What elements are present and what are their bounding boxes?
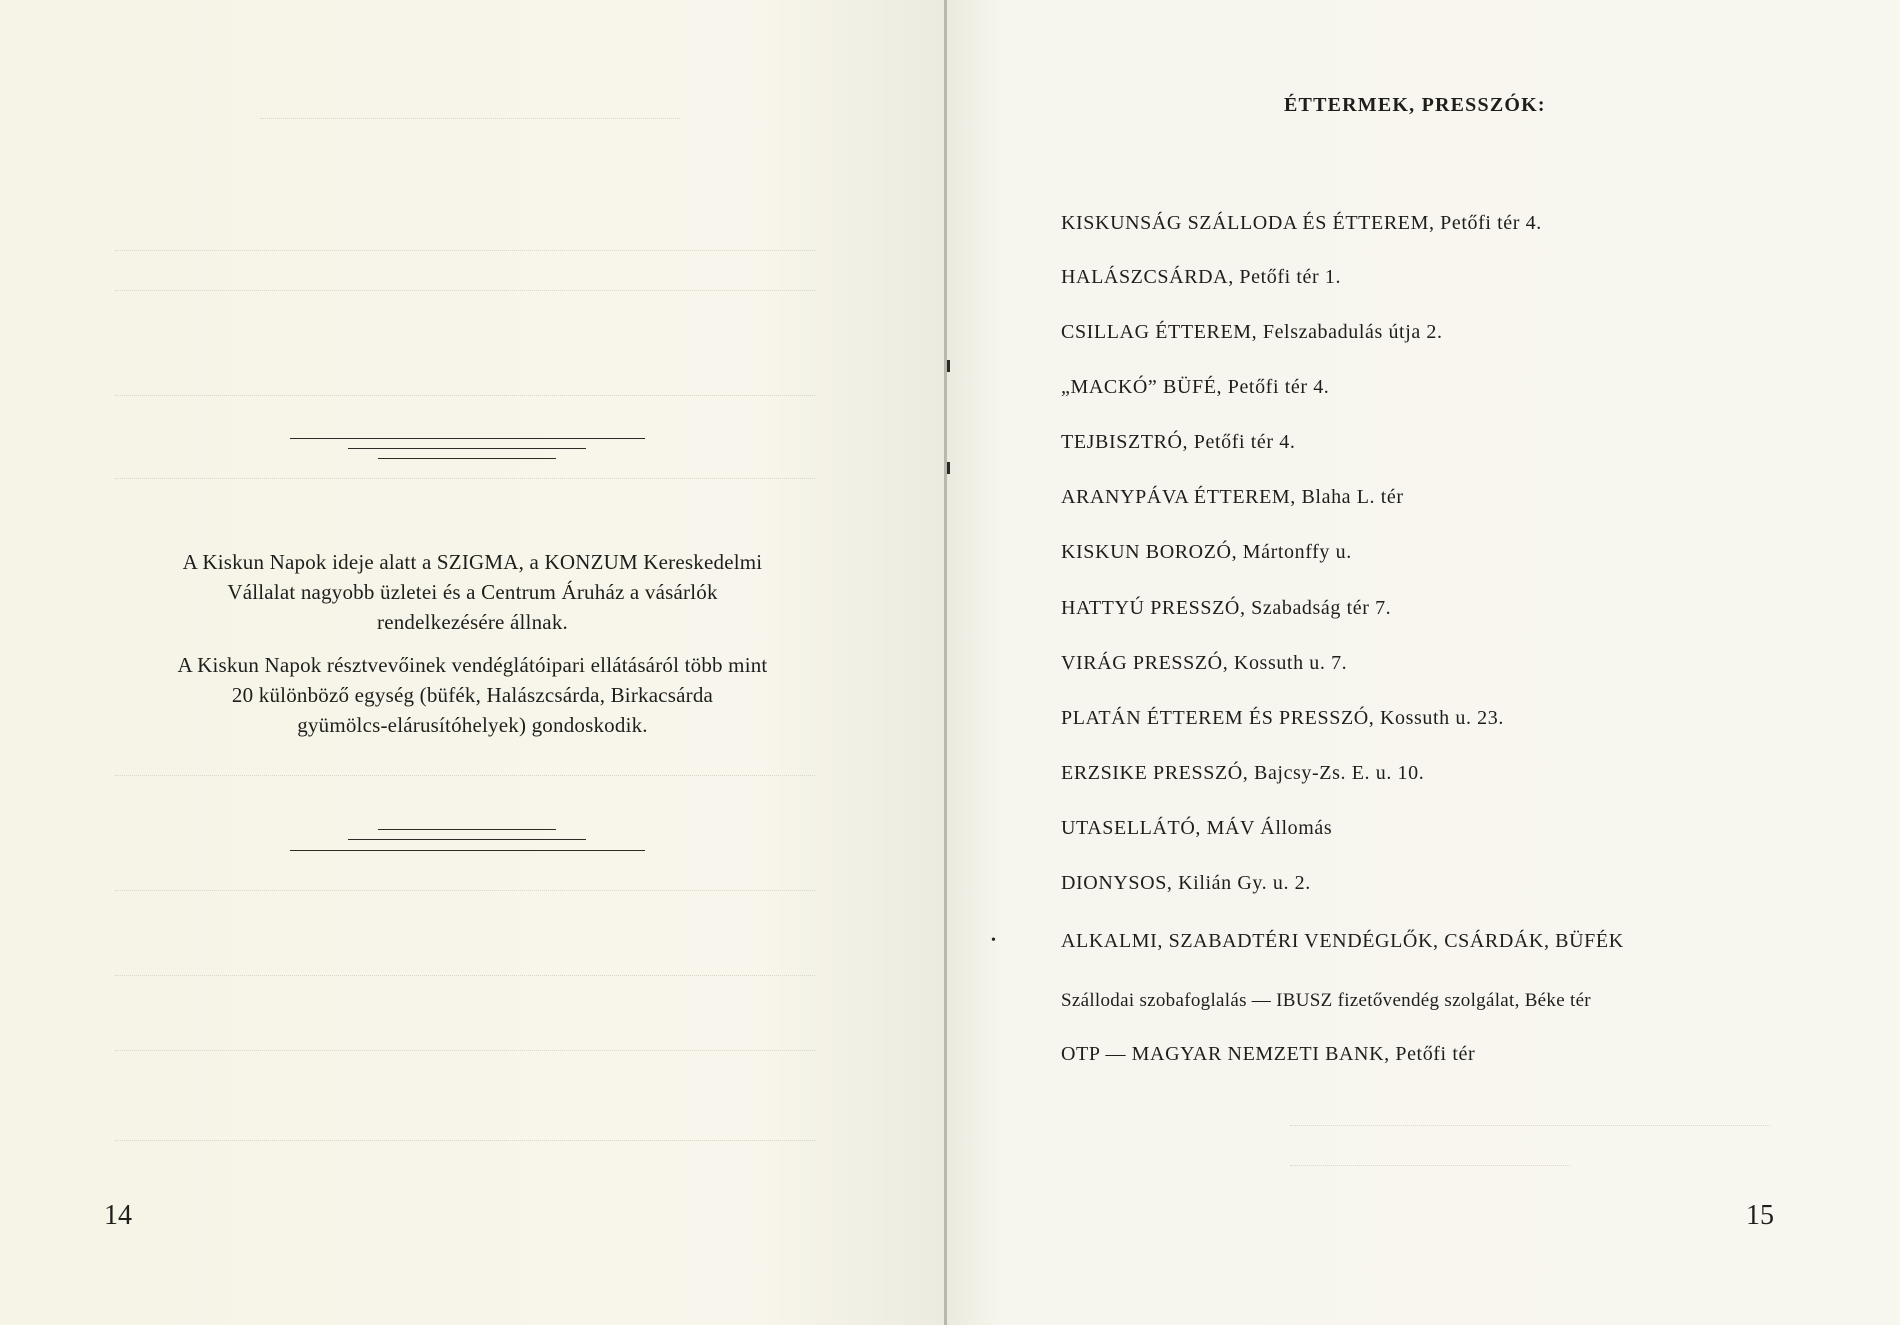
decorative-rule-top-long [290, 438, 645, 439]
page-number-right: 15 [1746, 1200, 1774, 1231]
paragraph-catering [100, 650, 845, 740]
listing-entry: ARANYPÁVA ÉTTEREM, Blaha L. tér [1061, 486, 1404, 508]
show-through-line [1290, 1125, 1770, 1126]
show-through-line [115, 775, 815, 776]
listing-entry: KISKUNSÁG SZÁLLODA ÉS ÉTTEREM, Petőfi tér 4. [1061, 212, 1542, 234]
paragraph-line: gyümölcs-elárusítóhelyek) gondoskodik. [297, 713, 648, 737]
listing-entry: „MACKÓ” BÜFÉ, Petőfi tér 4. [1061, 376, 1330, 398]
show-through-line [260, 118, 680, 119]
listing-entry: OTP — MAGYAR NEMZETI BANK, Petőfi tér [1061, 1043, 1476, 1065]
show-through-line [115, 250, 815, 251]
left-page [0, 0, 945, 1325]
paragraph-line: A Kiskun Napok résztvevőinek vendéglátóipari ellátásáról több mint [177, 653, 768, 677]
gutter-mark [947, 462, 950, 474]
paragraph-line: rendelkezésére állnak. [377, 610, 568, 634]
paragraph-line: A Kiskun Napok ideje alatt a SZIGMA, a KONZUM Kereskedelmi [182, 550, 763, 574]
listing-entry: Szállodai szobafoglalás — IBUSZ fizetővendég szolgálat, Béke tér [1061, 990, 1591, 1011]
paragraph-line: 20 különböző egység (büfék, Halászcsárda, Birkacsárda [231, 683, 714, 707]
listing-entry: CSILLAG ÉTTEREM, Felszabadulás útja 2. [1061, 321, 1443, 343]
show-through-line [1290, 1165, 1570, 1166]
show-through-line [115, 478, 815, 479]
listing-entry: VIRÁG PRESSZÓ, Kossuth u. 7. [1061, 652, 1348, 674]
show-through-line [115, 1050, 815, 1051]
decorative-rule-bottom-mid [348, 839, 586, 840]
show-through-line [115, 975, 815, 976]
listing-entry: PLATÁN ÉTTEREM ÉS PRESSZÓ, Kossuth u. 23. [1061, 707, 1504, 729]
listing-entry: ALKALMI, SZABADTÉRI VENDÉGLŐK, CSÁRDÁK, BÜFÉK [1061, 930, 1624, 952]
show-through-line [115, 1140, 815, 1141]
paragraph-shops [100, 547, 845, 637]
listing-entry: UTASELLÁTÓ, MÁV Állomás [1061, 817, 1333, 839]
show-through-line [115, 290, 815, 291]
listing-entry: ERZSIKE PRESSZÓ, Bajcsy-Zs. E. u. 10. [1061, 762, 1425, 784]
decorative-rule-bottom-long [290, 850, 645, 851]
listing-entry: HATTYÚ PRESSZÓ, Szabadság tér 7. [1061, 597, 1392, 619]
gutter-mark [947, 360, 950, 372]
decorative-rule-top-mid [348, 448, 586, 449]
decorative-rule-top-short [378, 458, 556, 459]
listing-entry: DIONYSOS, Kilián Gy. u. 2. [1061, 872, 1311, 894]
listing-entry: KISKUN BOROZÓ, Mártonffy u. [1061, 541, 1352, 563]
section-heading: ÉTTERMEK, PRESSZÓK: [1284, 94, 1546, 116]
listing-entry: HALÁSZCSÁRDA, Petőfi tér 1. [1061, 266, 1342, 288]
show-through-line [115, 395, 815, 396]
listing-entry: TEJBISZTRÓ, Petőfi tér 4. [1061, 431, 1296, 453]
bullet-mark: • [991, 933, 996, 948]
paragraph-line: Vállalat nagyobb üzletei és a Centrum Áruház a vásárlók [227, 580, 718, 604]
decorative-rule-bottom-short [378, 829, 556, 830]
page-number-left: 14 [104, 1200, 132, 1231]
show-through-line [115, 890, 815, 891]
